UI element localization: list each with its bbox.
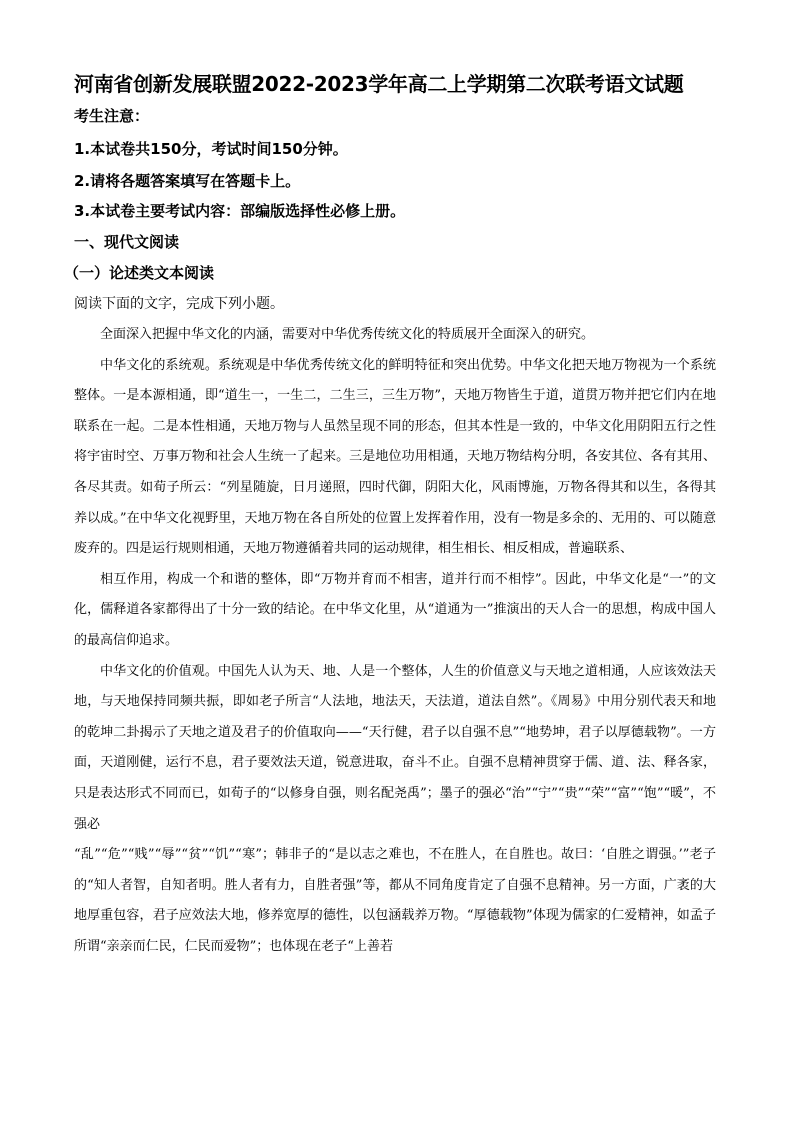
notice-item-1: 1.本试卷共150分，考试时间150分钟。: [74, 140, 348, 158]
subsection-heading: （一）论述类文本阅读: [64, 264, 215, 282]
article-body: [74, 320, 716, 962]
paragraph-intro: 全面深入把握中华文化的内涵，需要对中华优秀传统文化的特质展开全面深入的研究。: [100, 327, 595, 342]
paragraph-system-view: 中华文化的系统观。系统观是中华优秀传统文化的鲜明特征和突出优势。中华文化把天地万物视为一个系统整体。一是本源相通，即“道生一，一生二，二生三，三生万物”，天地万物皆生于道，道贯万物并把它们内在地联系在一起。二是本性相通，天地万物与人虽然呈现不同的形态，但其本性是一致的，中华文化用阴阳五行之性将宇宙时空、万事万物和社会人生统一了起来。三是地位功用相通，天地万物结构分明，各安其位、各有其用、各尽其责。如荀子所云：“列星随旋，日月递照，四时代御，阴阳大化，风雨博施，万物各得其和以生，各得其养以成。”在中华文化视野里，天地万物在各自所处的位置上发挥着作用，没有一物是多余的、无用的、可以随意废弃的。四是运行规则相通，天地万物遵循着共同的运动规律，相生相长、相反相成，普遍联系、: [74, 357, 716, 557]
notice-heading: 考生注意：: [74, 107, 150, 125]
notice-item-2: 2.请将各题答案填写在答题卡上。: [74, 172, 301, 190]
notice-item-3: 3.本试卷主要考试内容：部编版选择性必修上册。: [74, 202, 406, 220]
section-heading: 一、现代文阅读: [74, 233, 180, 251]
reading-instruction: 阅读下面的文字，完成下列小题。: [74, 296, 284, 312]
paragraph-value-view-cont: “乱”“危”“贱”“辱”“贫”“饥”“寒”；韩非子的“是以志之难也，不在胜人，在自胜也。故曰：‘自胜之谓强。’”老子的“知人者智，自知者明。胜人者有力，自胜者强”等，都从不同角度肯定了自强不息精神。另一方面，广袤的大地厚重包容，君子应效法大地，修养宽厚的德性，以包涵载养万物。“厚德载物”体现为儒家的仁爱精神，如孟子所谓“亲亲而仁民，仁民而爱物”；也体现在老子“上善若: [74, 847, 716, 954]
paragraph-value-view: 中华文化的价值观。中国先人认为天、地、人是一个整体，人生的价值意义与天地之道相通，人应该效法天地，与天地保持同频共振，即如老子所言“人法地，地法天，天法道，道法自然”。《周易》中用分别代表天和地的乾坤二卦揭示了天地之道及君子的价值取向——“天行健，君子以自强不息”“地势坤，君子以厚德载物”。一方面，天道刚健，运行不息，君子要效法天道，锐意进取，奋斗不止。自强不息精神贯穿于儒、道、法、释各家，只是表达形式不同而已，如荀子的“以修身自强，则名配尧禹”；墨子的强必“治”“宁”“贵”“荣”“富”“饱”“暖”，不强必: [74, 663, 716, 832]
paragraph-system-view-cont: 相互作用，构成一个和谐的整体，即“万物并育而不相害，道并行而不相悖”。因此，中华文化是“一”的文化，儒释道各家都得出了十分一致的结论。在中华文化里，从“道通为一”推演出的天人合一的思想，构成中国人的最高信仰追求。: [74, 571, 716, 648]
page-title: 河南省创新发展联盟2022-2023学年高二上学期第二次联考语文试题: [74, 72, 684, 96]
